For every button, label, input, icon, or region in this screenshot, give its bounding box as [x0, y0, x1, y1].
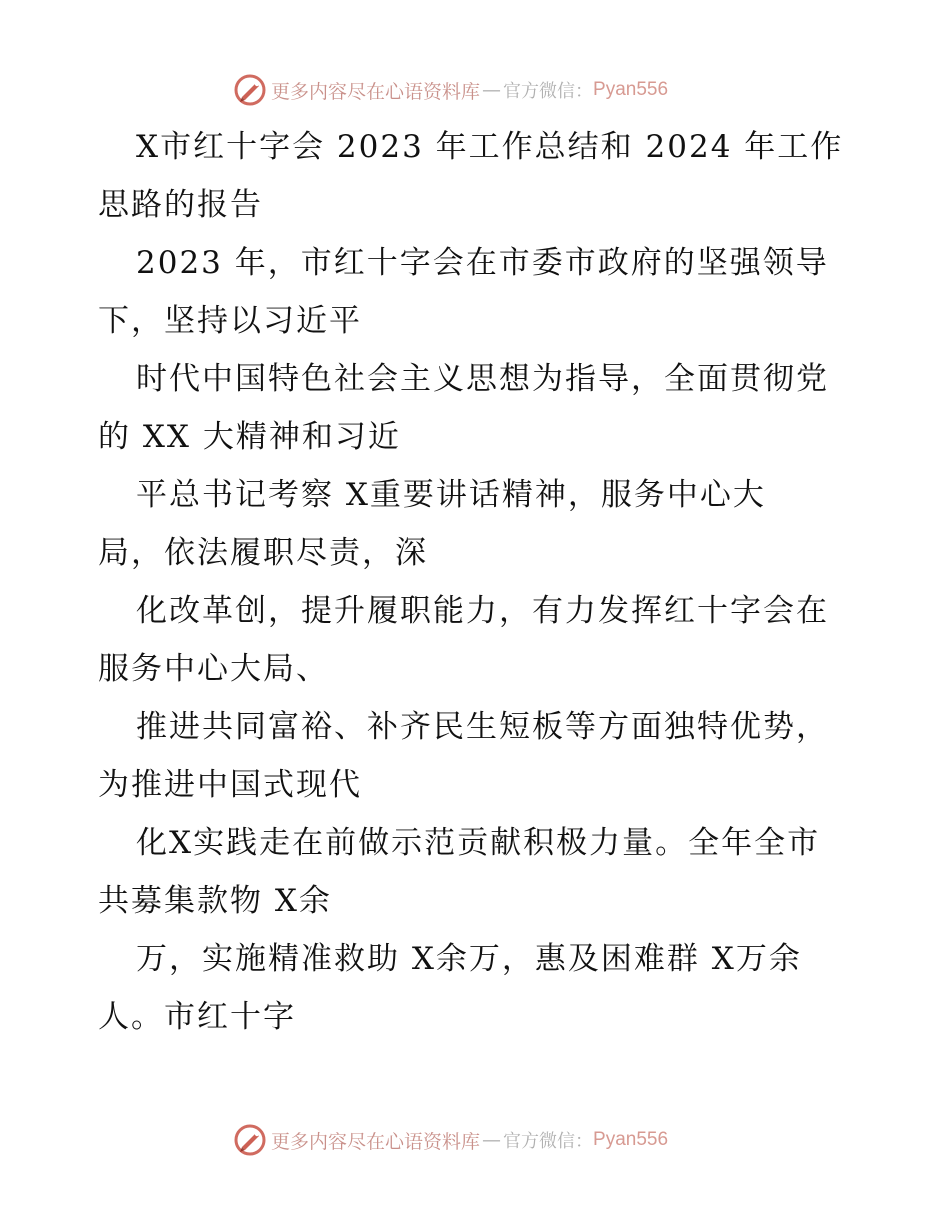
text-line: X市红十字会 2023 年工作总结和 2024 年工作 — [136, 129, 844, 165]
pen-logo-icon — [233, 1123, 267, 1157]
text-line: 化改革创，提升履职能力，有力发挥红十字会在 — [136, 593, 829, 629]
text-line: 时代中国特色社会主义思想为指导，全面贯彻党 — [136, 361, 829, 397]
watermark-text: 更多内容尽在心语资料库 — [271, 1130, 481, 1153]
pen-logo-icon — [233, 73, 267, 107]
text-line: 平总书记考察 X重要讲话精神，服务中心大 — [136, 477, 766, 513]
watermark-wechat-id: Pyan556 — [593, 79, 669, 100]
text-line: 的 XX 大精神和习近 — [98, 419, 401, 455]
text-line: 服务中心大局、 — [98, 651, 329, 687]
text-line: 推进共同富裕、补齐民生短板等方面独特优势， — [136, 709, 829, 745]
header-watermark — [233, 70, 713, 110]
document-body — [98, 118, 858, 1046]
watermark-dash: — — [482, 79, 502, 101]
watermark-wechat-label: 官方微信： — [503, 1131, 594, 1152]
text-line: 为推进中国式现代 — [98, 767, 362, 803]
footer-watermark — [233, 1120, 713, 1160]
watermark-wechat-id: Pyan556 — [593, 1129, 669, 1150]
text-line: 万，实施精准救助 X余万，惠及困难群 X万余 — [136, 941, 802, 977]
watermark-wechat-label: 官方微信： — [503, 81, 594, 102]
text-line: 下，坚持以习近平 — [98, 303, 362, 339]
text-line: 化X实践走在前做示范贡献积极力量。全年全市 — [136, 825, 821, 861]
text-line: 局，依法履职尽责，深 — [98, 535, 428, 571]
watermark-dash: — — [482, 1129, 502, 1151]
text-line: 人。市红十字 — [98, 999, 296, 1035]
text-line: 2023 年，市红十字会在市委市政府的坚强领导 — [136, 245, 829, 281]
text-line: 共募集款物 X余 — [98, 883, 332, 919]
watermark-text: 更多内容尽在心语资料库 — [271, 80, 481, 103]
text-line: 思路的报告 — [98, 187, 263, 223]
